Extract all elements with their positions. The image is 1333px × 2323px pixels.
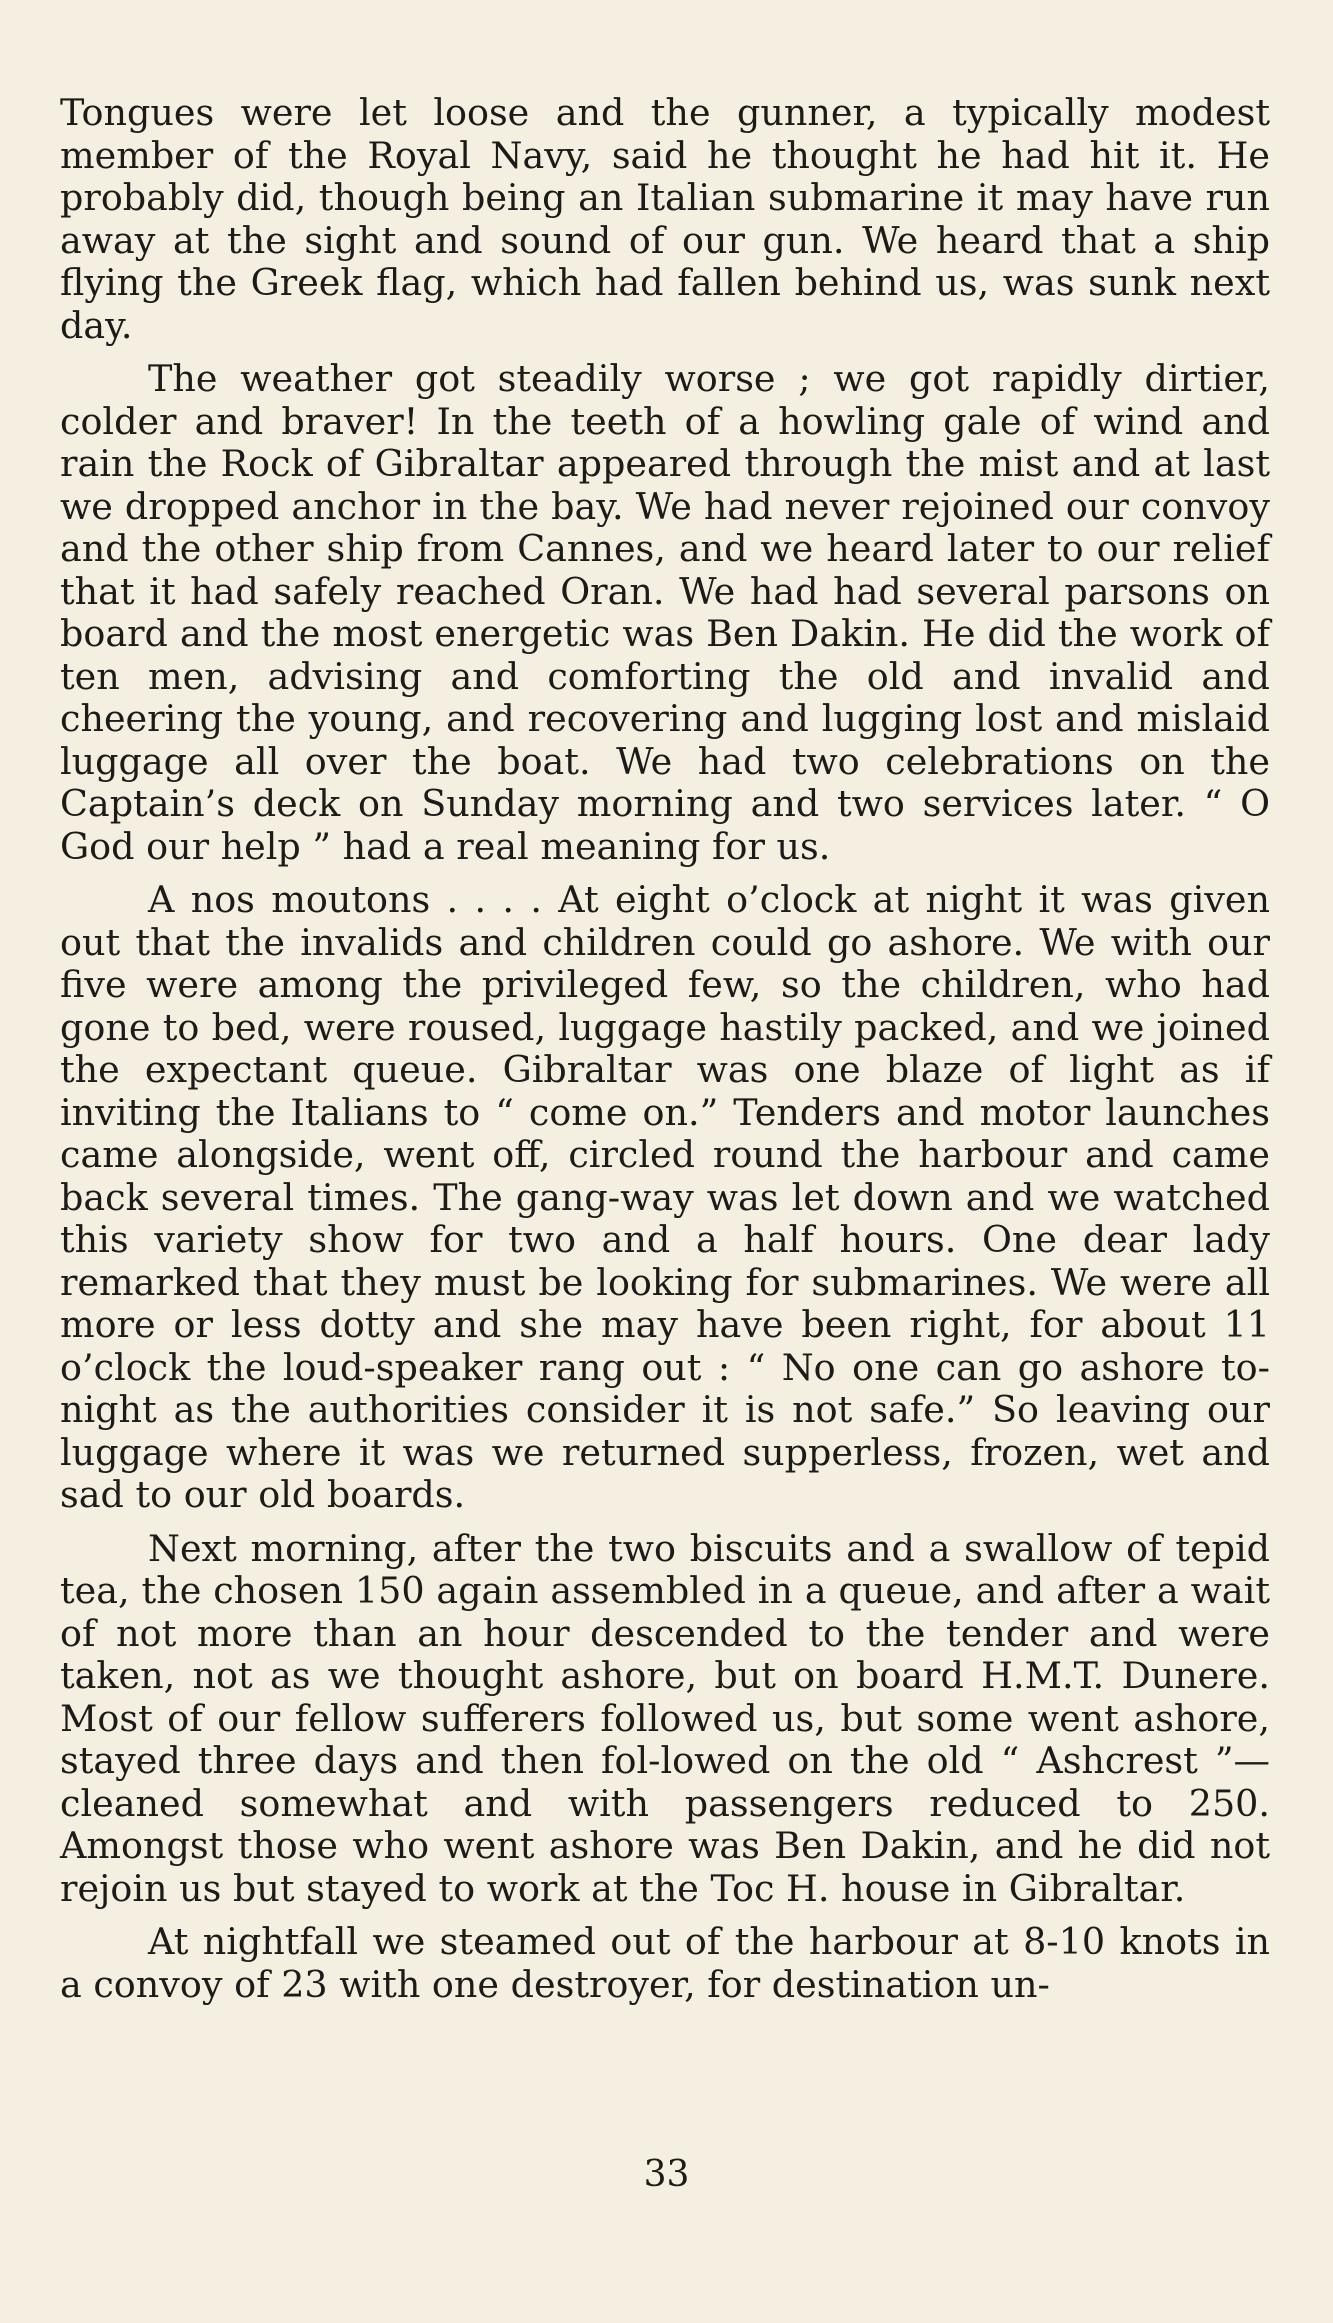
paragraph-3: A nos moutons . . . . At eight o’clock at night it was given out that the invalids and children could go ashore. We with our five were among the privileged few, so the children, who had gone to bed, were roused, luggage hastily packed, and we joined the expectant queue. Gibraltar was one blaze of light as if inviting the Italians to “ come on.” Tenders and motor launches came alongside, went off, circled round the harbour and came back several times. The gang-way was let down and we watched this variety show for two and a half hours. One dear lady remarked that they must be looking for submarines. We were all more or less dotty and she may have been right, for about 11 o’clock the loud-speaker rang out : “ No one can go ashore to-night as the authorities consider it is not safe.” So leaving our luggage where it was we returned supperless, frozen, wet and sad to our old boards.	[60, 878, 1270, 1516]
paragraph-5: At nightfall we steamed out of the harbour at 8-10 knots in a convoy of 23 with one destroyer, for destination un-	[60, 1920, 1270, 2006]
paragraph-4: Next morning, after the two biscuits and a swallow of tepid tea, the chosen 150 again assembled in a queue, and after a wait of not more than an hour descended to the tender and were taken, not as we thought ashore, but on board H.M.T. Dunere. Most of our fellow sufferers followed us, but some went ashore, stayed three days and then fol-lowed on the old “ Ashcrest ”—cleaned somewhat and with passengers reduced to 250. Amongst those who went ashore was Ben Dakin, and he did not rejoin us but stayed to work at the Toc H. house in Gibraltar.	[60, 1526, 1270, 1910]
paragraph-1: Tongues were let loose and the gunner, a typically modest member of the Royal Navy, said he thought he had hit it. He probably did, though being an Italian submarine it may have run away at the sight and sound of our gun. We heard that a ship flying the Greek flag, which had fallen behind us, was sunk next day.	[60, 91, 1270, 347]
paragraph-2: The weather got steadily worse ; we got rapidly dirtier, colder and braver! In the teeth of a howling gale of wind and rain the Rock of Gibraltar appeared through the mist and at last we dropped anchor in the bay. We had never rejoined our convoy and the other ship from Cannes, and we heard later to our relief that it had safely reached Oran. We had had several parsons on board and the most energetic was Ben Dakin. He did the work of ten men, advising and comforting the old and invalid and cheering the young, and recovering and lugging lost and mislaid luggage all over the boat. We had two celebrations on the Captain’s deck on Sunday morning and two services later. “ O God our help ” had a real meaning for us.	[60, 357, 1270, 868]
page-body	[60, 92, 1270, 2017]
page-number: 33	[643, 2154, 690, 2195]
